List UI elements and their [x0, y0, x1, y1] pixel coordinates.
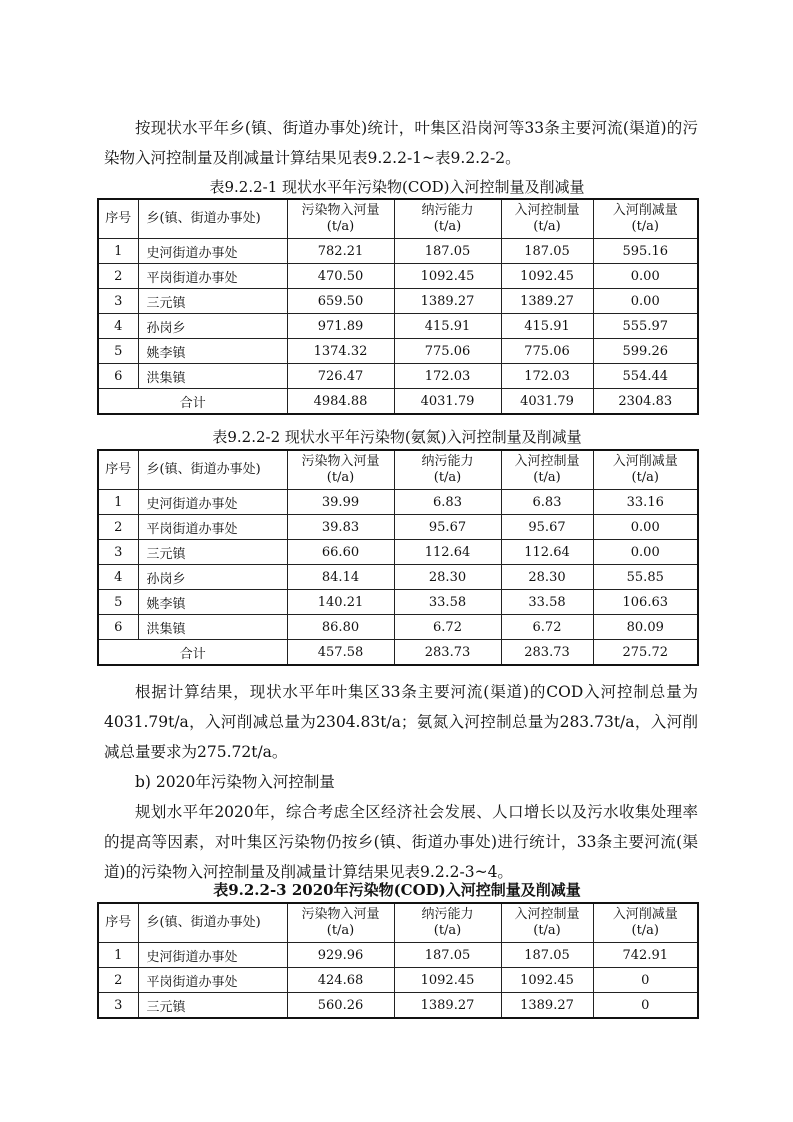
table-header-row	[98, 199, 698, 239]
cell-control: 187.05	[501, 239, 593, 264]
result-paragraph: 根据计算结果，现状水平年叶集区33条主要河流(渠道)的COD入河控制总量为4031.79t/a，入河削减总量为2304.83t/a；氨氮入河控制总量为283.73t/a，入河削减总量要求为275.72t/a。	[104, 683, 698, 761]
cell-control: 6.83	[501, 490, 593, 515]
header-name: 乡(镇、街道办事处)	[138, 903, 287, 943]
cell-reduction: 80.09	[593, 615, 698, 640]
cell-reduction: 0.00	[593, 289, 698, 314]
cell-load: 424.68	[287, 968, 394, 993]
cell-capacity: 95.67	[394, 515, 501, 540]
cell-no: 3	[98, 289, 138, 314]
cell-load: 39.99	[287, 490, 394, 515]
table-row	[98, 314, 698, 339]
cell-control: 172.03	[501, 364, 593, 389]
header-reduction: 入河削减量 (t/a)	[593, 450, 698, 490]
total-label: 合计	[98, 389, 287, 415]
total-load: 4984.88	[287, 389, 394, 415]
table-row	[98, 515, 698, 540]
cell-no: 5	[98, 339, 138, 364]
cell-capacity: 6.83	[394, 490, 501, 515]
section-b-heading: b) 2020年污染物入河控制量	[135, 773, 335, 791]
cell-no: 3	[98, 993, 138, 1019]
cell-capacity: 6.72	[394, 615, 501, 640]
cell-reduction: 742.91	[593, 943, 698, 968]
table-header-row	[98, 450, 698, 490]
cell-name: 洪集镇	[138, 615, 287, 640]
cell-control: 1389.27	[501, 289, 593, 314]
cell-control: 1092.45	[501, 264, 593, 289]
cell-reduction: 0.00	[593, 515, 698, 540]
cell-control: 415.91	[501, 314, 593, 339]
cell-name: 洪集镇	[138, 364, 287, 389]
table3-caption: 表9.2.2-3 2020年污染物(COD)入河控制量及削减量	[213, 881, 581, 899]
cell-name: 平岗街道办事处	[138, 515, 287, 540]
header-capacity: 纳污能力 (t/a)	[394, 450, 501, 490]
table-row	[98, 540, 698, 565]
table-row	[98, 339, 698, 364]
cell-name: 史河街道办事处	[138, 239, 287, 264]
total-label: 合计	[98, 640, 287, 666]
cell-no: 6	[98, 615, 138, 640]
cell-no: 1	[98, 490, 138, 515]
header-reduction: 入河削减量 (t/a)	[593, 903, 698, 943]
cell-control: 95.67	[501, 515, 593, 540]
table-row	[98, 364, 698, 389]
header-reduction: 入河削减量 (t/a)	[593, 199, 698, 239]
cell-control: 1389.27	[501, 993, 593, 1019]
cell-capacity: 415.91	[394, 314, 501, 339]
body-text-block	[104, 677, 698, 887]
cell-load: 84.14	[287, 565, 394, 590]
cell-load: 929.96	[287, 943, 394, 968]
table-row	[98, 239, 698, 264]
total-capacity: 4031.79	[394, 389, 501, 415]
table2-ammonia-current	[97, 449, 699, 666]
header-no: 序号	[98, 199, 138, 239]
cell-control: 28.30	[501, 565, 593, 590]
header-control: 入河控制量 (t/a)	[501, 903, 593, 943]
cell-capacity: 775.06	[394, 339, 501, 364]
header-name: 乡(镇、街道办事处)	[138, 450, 287, 490]
cell-no: 3	[98, 540, 138, 565]
table-row	[98, 943, 698, 968]
cell-load: 39.83	[287, 515, 394, 540]
cell-reduction: 55.85	[593, 565, 698, 590]
cell-no: 2	[98, 264, 138, 289]
cell-name: 三元镇	[138, 289, 287, 314]
cell-reduction: 0.00	[593, 540, 698, 565]
table-row	[98, 264, 698, 289]
cell-capacity: 1092.45	[394, 264, 501, 289]
cell-capacity: 1389.27	[394, 993, 501, 1019]
cell-name: 平岗街道办事处	[138, 264, 287, 289]
total-reduction: 2304.83	[593, 389, 698, 415]
total-control: 283.73	[501, 640, 593, 666]
cell-control: 6.72	[501, 615, 593, 640]
cell-reduction: 33.16	[593, 490, 698, 515]
cell-capacity: 1092.45	[394, 968, 501, 993]
cell-load: 726.47	[287, 364, 394, 389]
cell-reduction: 0	[593, 993, 698, 1019]
cell-control: 775.06	[501, 339, 593, 364]
cell-no: 1	[98, 239, 138, 264]
cell-reduction: 595.16	[593, 239, 698, 264]
cell-load: 66.60	[287, 540, 394, 565]
table3-cod-2020	[97, 902, 699, 1019]
total-reduction: 275.72	[593, 640, 698, 666]
table-header-row	[98, 903, 698, 943]
cell-capacity: 28.30	[394, 565, 501, 590]
cell-load: 971.89	[287, 314, 394, 339]
header-load: 污染物入河量 (t/a)	[287, 903, 394, 943]
cell-no: 5	[98, 590, 138, 615]
cell-capacity: 172.03	[394, 364, 501, 389]
cell-no: 1	[98, 943, 138, 968]
header-capacity: 纳污能力 (t/a)	[394, 199, 501, 239]
cell-reduction: 0	[593, 968, 698, 993]
header-no: 序号	[98, 450, 138, 490]
total-load: 457.58	[287, 640, 394, 666]
table-row	[98, 615, 698, 640]
cell-load: 1374.32	[287, 339, 394, 364]
cell-capacity: 187.05	[394, 239, 501, 264]
cell-reduction: 0.00	[593, 264, 698, 289]
table1-cod-current	[97, 198, 699, 415]
cell-capacity: 187.05	[394, 943, 501, 968]
header-no: 序号	[98, 903, 138, 943]
cell-name: 平岗街道办事处	[138, 968, 287, 993]
cell-reduction: 599.26	[593, 339, 698, 364]
table-row	[98, 490, 698, 515]
cell-load: 560.26	[287, 993, 394, 1019]
table-total-row	[98, 389, 698, 415]
intro-paragraph-block	[104, 113, 698, 173]
cell-capacity: 112.64	[394, 540, 501, 565]
cell-control: 112.64	[501, 540, 593, 565]
cell-load: 782.21	[287, 239, 394, 264]
cell-no: 6	[98, 364, 138, 389]
table-row	[98, 968, 698, 993]
cell-no: 4	[98, 565, 138, 590]
header-load: 污染物入河量 (t/a)	[287, 199, 394, 239]
cell-reduction: 555.97	[593, 314, 698, 339]
cell-control: 187.05	[501, 943, 593, 968]
table-row	[98, 993, 698, 1019]
header-capacity: 纳污能力 (t/a)	[394, 903, 501, 943]
cell-load: 140.21	[287, 590, 394, 615]
cell-name: 孙岗乡	[138, 565, 287, 590]
table-total-row	[98, 640, 698, 666]
cell-no: 4	[98, 314, 138, 339]
header-name: 乡(镇、街道办事处)	[138, 199, 287, 239]
cell-capacity: 1389.27	[394, 289, 501, 314]
header-control: 入河控制量 (t/a)	[501, 199, 593, 239]
header-control: 入河控制量 (t/a)	[501, 450, 593, 490]
cell-capacity: 33.58	[394, 590, 501, 615]
total-control: 4031.79	[501, 389, 593, 415]
table2-caption: 表9.2.2-2 现状水平年污染物(氨氮)入河控制量及削减量	[212, 428, 582, 446]
cell-load: 470.50	[287, 264, 394, 289]
cell-name: 孙岗乡	[138, 314, 287, 339]
total-capacity: 283.73	[394, 640, 501, 666]
cell-load: 659.50	[287, 289, 394, 314]
intro-paragraph: 按现状水平年乡(镇、街道办事处)统计，叶集区沿岗河等33条主要河流(渠道)的污染物入河控制量及削减量计算结果见表9.2.2-1~表9.2.2-2。	[104, 119, 698, 167]
cell-name: 三元镇	[138, 993, 287, 1019]
cell-control: 1092.45	[501, 968, 593, 993]
cell-name: 姚李镇	[138, 339, 287, 364]
table-row	[98, 289, 698, 314]
cell-reduction: 106.63	[593, 590, 698, 615]
cell-no: 2	[98, 515, 138, 540]
table-row	[98, 590, 698, 615]
cell-control: 33.58	[501, 590, 593, 615]
table1-caption: 表9.2.2-1 现状水平年污染物(COD)入河控制量及削减量	[209, 178, 585, 196]
cell-name: 史河街道办事处	[138, 490, 287, 515]
cell-no: 2	[98, 968, 138, 993]
cell-name: 三元镇	[138, 540, 287, 565]
header-load: 污染物入河量 (t/a)	[287, 450, 394, 490]
cell-load: 86.80	[287, 615, 394, 640]
cell-reduction: 554.44	[593, 364, 698, 389]
section-b-paragraph: 规划水平年2020年，综合考虑全区经济社会发展、人口增长以及污水收集处理率的提高等因素，对叶集区污染物仍按乡(镇、街道办事处)进行统计，33条主要河流(渠道)的污染物入河控制量及削减量计算结果见表9.2.2-3~4。	[104, 803, 698, 881]
table-row	[98, 565, 698, 590]
cell-name: 姚李镇	[138, 590, 287, 615]
cell-name: 史河街道办事处	[138, 943, 287, 968]
